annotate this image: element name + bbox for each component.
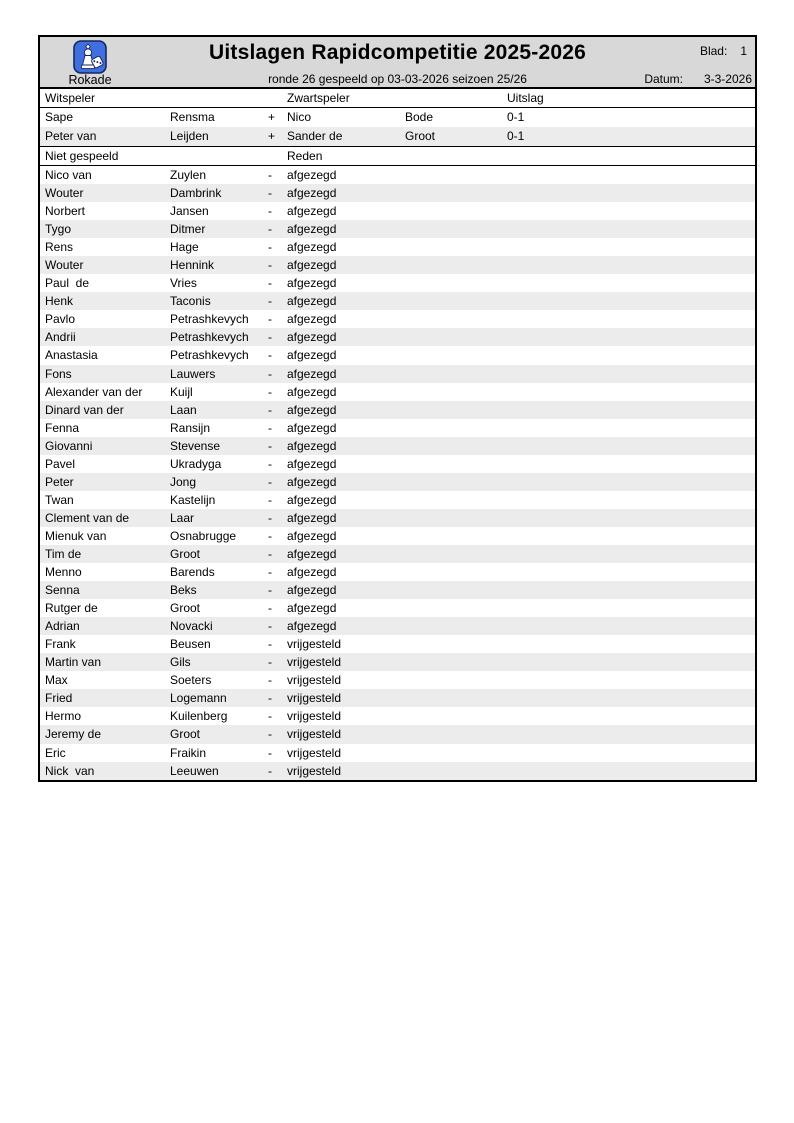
player-first-name: Fons — [45, 366, 72, 381]
player-first-name: Jeremy de — [45, 727, 102, 742]
white-first-name: Peter van — [45, 129, 97, 143]
player-last-name: Dambrink — [170, 186, 222, 201]
player-last-name: Ransijn — [170, 420, 211, 435]
not-played-row — [40, 617, 755, 635]
not-played-row — [40, 491, 755, 509]
white-first-name: Sape — [45, 110, 74, 124]
sheet-number-value: 1 — [740, 44, 747, 58]
played-sign: + — [268, 110, 276, 124]
player-first-name: Adrian — [45, 619, 80, 634]
not-played-row — [40, 401, 755, 419]
player-last-name: Fraikin — [170, 745, 207, 760]
absence-reason: afgezegd — [287, 258, 337, 273]
not-played-row — [40, 762, 755, 780]
absence-reason: afgezegd — [287, 528, 337, 543]
player-last-name: Kuijl — [170, 384, 193, 399]
not-played-sign: - — [268, 583, 272, 598]
player-first-name: Tim de — [45, 547, 82, 561]
player-first-name: Nick van — [45, 763, 95, 778]
not-played-sign: - — [268, 745, 272, 760]
player-first-name: Henk — [45, 294, 74, 309]
sheet-number — [700, 44, 747, 58]
absence-reason: afgezegd — [287, 601, 337, 616]
not-played-row — [40, 346, 755, 364]
player-first-name: Tygo — [45, 222, 72, 237]
not-played-sign: - — [268, 673, 272, 688]
player-first-name: Wouter — [45, 258, 84, 273]
not-played-row — [40, 274, 755, 292]
not-played-sign: - — [268, 366, 272, 381]
not-played-sign: - — [268, 528, 272, 543]
absence-reason: afgezegd — [287, 312, 337, 327]
game-result: 0-1 — [507, 129, 525, 143]
not-played-sign: - — [268, 474, 272, 489]
not-played-row — [40, 527, 755, 545]
not-played-sign: - — [268, 276, 272, 291]
absence-reason: afgezegd — [287, 456, 337, 471]
player-last-name: Petrashkevych — [170, 312, 249, 327]
not-played-row — [40, 256, 755, 274]
not-played-row — [40, 437, 755, 455]
not-played-row — [40, 563, 755, 581]
black-first-name: Nico — [287, 110, 312, 124]
player-first-name: Fried — [45, 691, 73, 706]
col-not-played: Niet gespeeld — [45, 149, 119, 163]
not-played-sign: - — [268, 655, 272, 670]
absence-reason: afgezegd — [287, 186, 337, 201]
player-last-name: Groot — [170, 547, 201, 561]
not-played-sign: - — [268, 294, 272, 309]
player-last-name: Logemann — [170, 691, 227, 706]
not-played-list — [40, 166, 755, 780]
not-played-row — [40, 744, 755, 762]
player-last-name: Osnabrugge — [170, 528, 237, 543]
not-played-sign: - — [268, 763, 272, 778]
player-first-name: Clement van de — [45, 510, 130, 525]
player-last-name: Groot — [170, 601, 201, 616]
player-first-name: Max — [45, 673, 68, 688]
not-played-row — [40, 689, 755, 707]
player-first-name: Frank — [45, 637, 76, 652]
not-played-sign: - — [268, 709, 272, 724]
absence-reason: afgezegd — [287, 330, 337, 345]
not-played-sign: - — [268, 637, 272, 652]
not-played-row — [40, 707, 755, 725]
game-result: 0-1 — [507, 110, 525, 124]
player-first-name: Pavlo — [45, 312, 76, 327]
game-result-row — [40, 127, 755, 146]
player-first-name: Martin van — [45, 655, 102, 670]
player-first-name: Anastasia — [45, 348, 98, 363]
player-first-name: Mienuk van — [45, 528, 107, 543]
not-played-row — [40, 383, 755, 401]
player-last-name: Vries — [170, 276, 197, 291]
player-last-name: Barends — [170, 565, 215, 580]
page-title: Uitslagen Rapidcompetitie 2025-2026 — [209, 41, 586, 64]
player-last-name: Stevense — [170, 438, 221, 453]
absence-reason: vrijgesteld — [287, 745, 342, 760]
player-first-name: Norbert — [45, 204, 86, 219]
absence-reason: afgezegd — [287, 402, 337, 417]
black-last-name: Groot — [405, 129, 436, 143]
not-played-sign: - — [268, 384, 272, 399]
player-last-name: Petrashkevych — [170, 348, 249, 363]
absence-reason: vrijgesteld — [287, 637, 342, 652]
player-last-name: Laar — [170, 510, 195, 525]
black-last-name: Bode — [405, 110, 434, 124]
not-played-row — [40, 292, 755, 310]
player-first-name: Pavel — [45, 456, 76, 471]
not-played-sign: - — [268, 240, 272, 255]
not-played-row — [40, 545, 755, 563]
player-last-name: Petrashkevych — [170, 330, 249, 345]
not-played-row — [40, 473, 755, 491]
absence-reason: afgezegd — [287, 420, 337, 435]
not-played-sign: - — [268, 619, 272, 634]
player-last-name: Ukradyga — [170, 456, 222, 471]
player-first-name: Rutger de — [45, 601, 98, 616]
player-last-name: Kastelijn — [170, 492, 216, 507]
not-played-row — [40, 599, 755, 617]
not-played-sign: - — [268, 547, 272, 561]
not-played-sign: - — [268, 691, 272, 706]
player-first-name: Senna — [45, 583, 80, 598]
absence-reason: vrijgesteld — [287, 655, 342, 670]
not-played-row — [40, 671, 755, 689]
player-last-name: Ditmer — [170, 222, 206, 237]
player-first-name: Dinard van der — [45, 402, 124, 417]
not-played-row — [40, 184, 755, 202]
absence-reason: vrijgesteld — [287, 709, 342, 724]
player-last-name: Beusen — [170, 637, 211, 652]
player-first-name: Wouter — [45, 186, 84, 201]
not-played-row — [40, 509, 755, 527]
not-played-sign: - — [268, 601, 272, 616]
results-sheet — [38, 35, 757, 782]
absence-reason: afgezegd — [287, 222, 337, 237]
not-played-sign: - — [268, 330, 272, 345]
not-played-sign: - — [268, 186, 272, 201]
player-first-name: Menno — [45, 565, 82, 580]
sheet-number-label: Blad: — [699, 44, 728, 58]
absence-reason: afgezegd — [287, 366, 337, 381]
not-played-row — [40, 328, 755, 346]
results-header-row — [40, 89, 755, 108]
player-last-name: Laan — [170, 402, 197, 417]
player-last-name: Hennink — [170, 258, 215, 273]
not-played-row — [40, 653, 755, 671]
not-played-sign: - — [268, 492, 272, 507]
player-first-name: Nico van — [45, 168, 92, 183]
not-played-sign: - — [268, 420, 272, 435]
col-white-player: Witspeler — [45, 91, 96, 105]
not-played-row — [40, 635, 755, 653]
white-last-name: Rensma — [170, 110, 215, 124]
not-played-sign: - — [268, 222, 272, 237]
not-played-sign: - — [268, 312, 272, 327]
not-played-row — [40, 581, 755, 599]
date-value: 3-3-2026 — [703, 72, 752, 86]
player-last-name: Zuylen — [170, 168, 207, 183]
not-played-row — [40, 310, 755, 328]
club-name: Rokade — [68, 73, 112, 87]
absence-reason: vrijgesteld — [287, 763, 342, 778]
not-played-row — [40, 238, 755, 256]
absence-reason: afgezegd — [287, 204, 337, 219]
not-played-sign: - — [268, 565, 272, 580]
white-last-name: Leijden — [170, 129, 209, 143]
absence-reason: afgezegd — [287, 240, 337, 255]
absence-reason: afgezegd — [287, 294, 337, 309]
not-played-row — [40, 220, 755, 238]
game-result-row — [40, 108, 755, 127]
round-subtitle: ronde 26 gespeeld op 03-03-2026 seizoen 25/26 — [268, 72, 527, 86]
absence-reason: afgezegd — [287, 547, 337, 561]
player-last-name: Kuilenberg — [170, 709, 228, 724]
col-reason: Reden — [287, 149, 323, 163]
absence-reason: vrijgesteld — [287, 727, 342, 742]
absence-reason: afgezegd — [287, 510, 337, 525]
report-header — [40, 37, 755, 89]
player-first-name: Fenna — [45, 420, 80, 435]
col-black-player: Zwartspeler — [287, 91, 350, 105]
not-played-sign: - — [268, 348, 272, 363]
col-result: Uitslag — [507, 91, 544, 105]
not-played-sign: - — [268, 204, 272, 219]
player-last-name: Novacki — [170, 619, 213, 634]
player-last-name: Gils — [170, 655, 191, 670]
player-last-name: Hage — [170, 240, 199, 255]
absence-reason: afgezegd — [287, 492, 337, 507]
not-played-sign: - — [268, 402, 272, 417]
player-last-name: Groot — [170, 727, 201, 742]
absence-reason: afgezegd — [287, 565, 337, 580]
player-last-name: Jong — [170, 474, 197, 489]
player-first-name: Hermo — [45, 709, 82, 724]
absence-reason: vrijgesteld — [287, 691, 342, 706]
player-last-name: Leeuwen — [170, 763, 219, 778]
not-played-row — [40, 455, 755, 473]
played-games-list — [40, 108, 755, 146]
absence-reason: afgezegd — [287, 583, 337, 598]
player-first-name: Peter — [45, 474, 74, 489]
player-first-name: Rens — [45, 240, 74, 255]
not-played-header-row — [40, 146, 755, 166]
not-played-row — [40, 365, 755, 383]
not-played-row — [40, 419, 755, 437]
not-played-sign: - — [268, 510, 272, 525]
not-played-sign: - — [268, 168, 272, 183]
not-played-row — [40, 166, 755, 184]
player-last-name: Taconis — [170, 294, 211, 309]
absence-reason: afgezegd — [287, 168, 337, 183]
absence-reason: afgezegd — [287, 474, 337, 489]
not-played-row — [40, 725, 755, 743]
not-played-sign: - — [268, 438, 272, 453]
player-first-name: Giovanni — [45, 438, 93, 453]
absence-reason: afgezegd — [287, 348, 337, 363]
absence-reason: vrijgesteld — [287, 673, 342, 688]
not-played-sign: - — [268, 258, 272, 273]
not-played-sign: - — [268, 727, 272, 742]
player-first-name: Andrii — [45, 330, 76, 345]
absence-reason: afgezegd — [287, 276, 337, 291]
absence-reason: afgezegd — [287, 384, 337, 399]
black-first-name: Sander de — [287, 129, 343, 143]
not-played-row — [40, 202, 755, 220]
date-label: Datum: — [644, 72, 683, 86]
absence-reason: afgezegd — [287, 438, 337, 453]
player-last-name: Beks — [170, 583, 197, 598]
not-played-sign: - — [268, 456, 272, 471]
absence-reason: afgezegd — [287, 619, 337, 634]
player-last-name: Lauwers — [170, 366, 216, 381]
player-first-name: Twan — [45, 492, 74, 507]
player-first-name: Paul de — [45, 276, 90, 291]
player-last-name: Jansen — [170, 204, 209, 219]
player-first-name: Eric — [45, 745, 66, 760]
player-last-name: Soeters — [170, 673, 212, 688]
played-sign: + — [268, 129, 276, 143]
player-first-name: Alexander van der — [45, 384, 143, 399]
